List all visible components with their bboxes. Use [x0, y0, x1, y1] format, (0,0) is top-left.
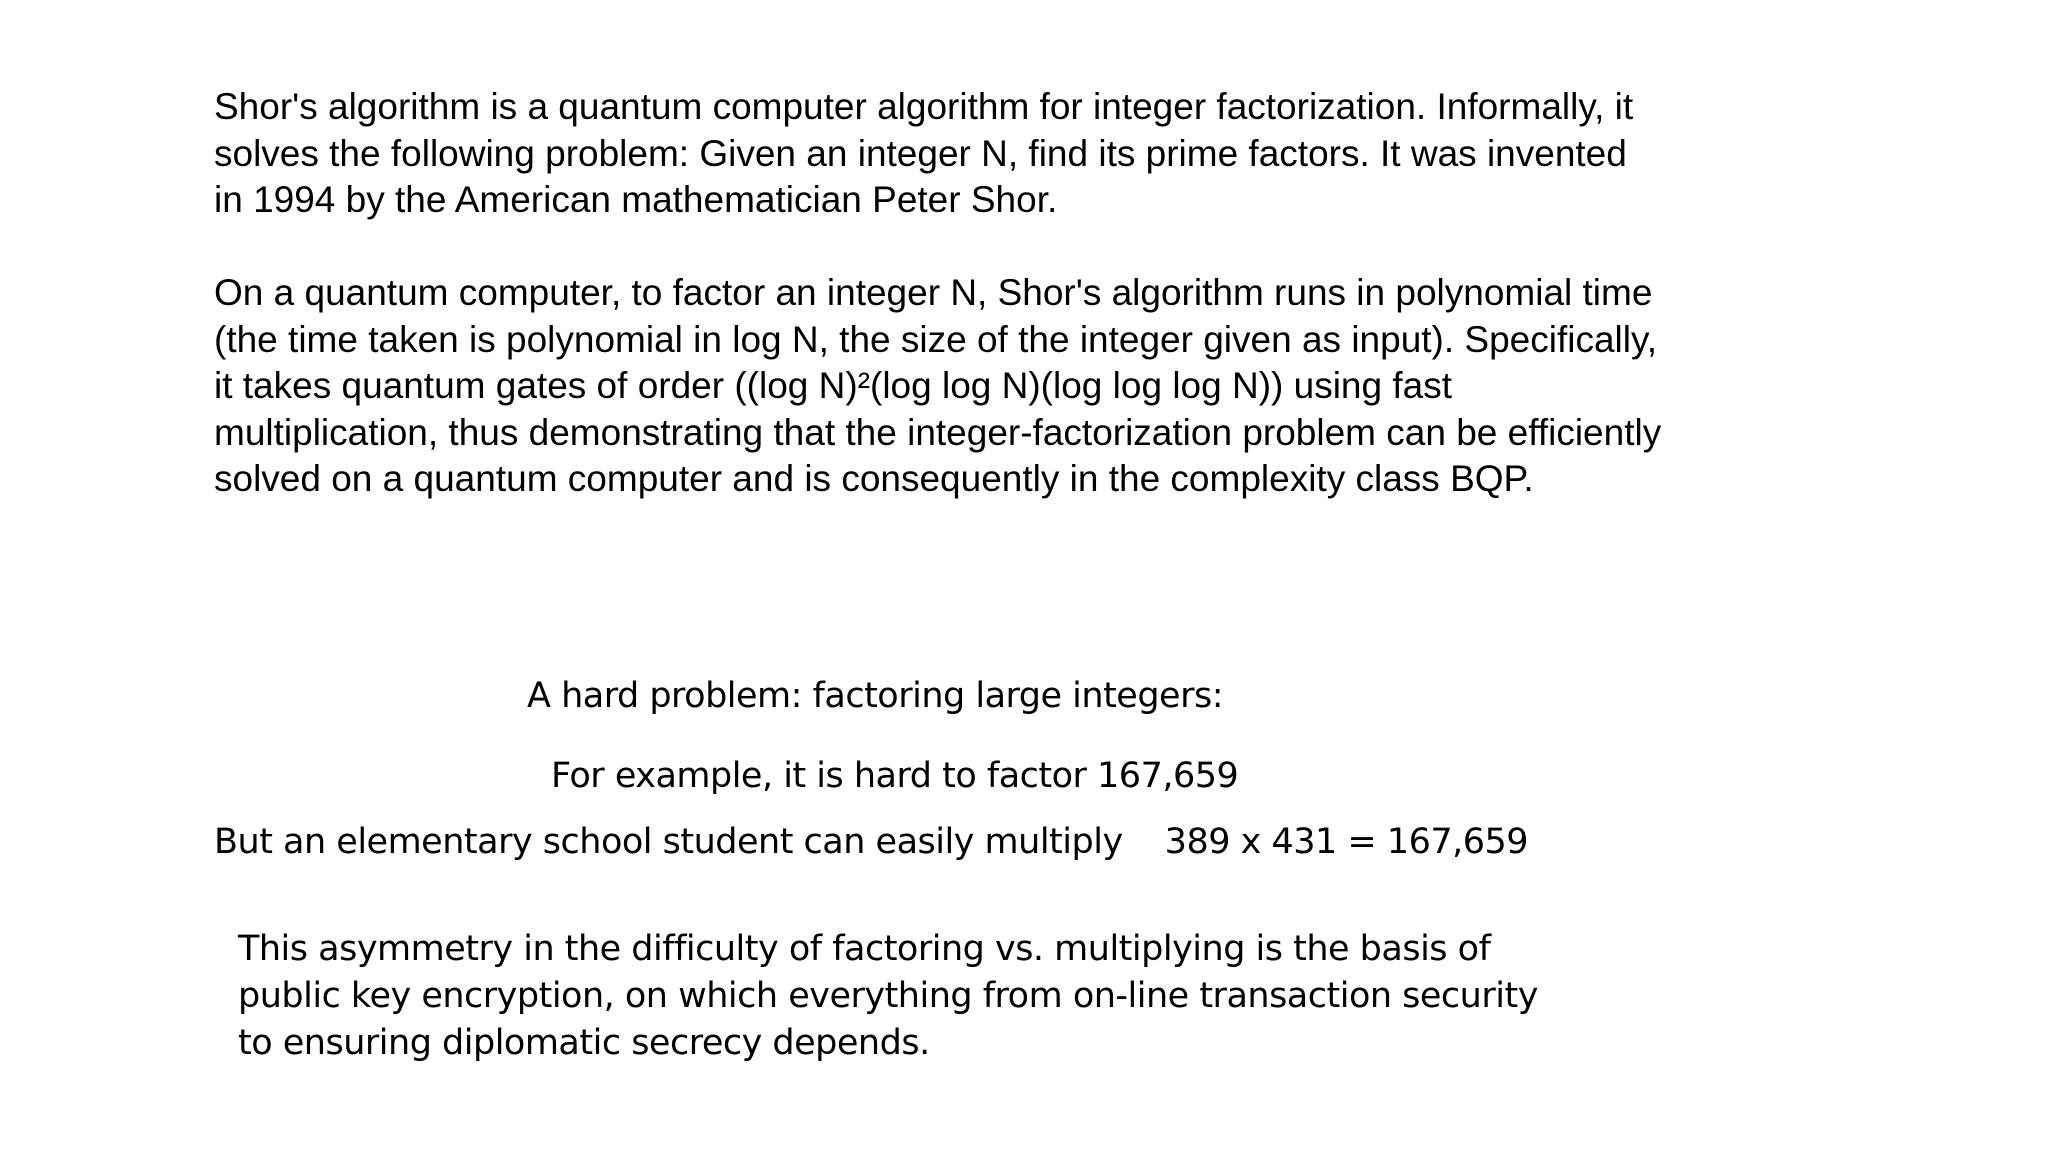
- complexity-line: solved on a quantum computer and is consequently in the complexity class BQP.: [214, 458, 1534, 499]
- complexity-line: (the time taken is polynomial in log N, the size of the integer given as input). Specifically,: [214, 318, 1658, 360]
- intro-line: Shor's algorithm is a quantum computer algorithm for integer factorization. Informally, it: [214, 86, 1634, 127]
- asymmetry-line: This asymmetry in the difficulty of factoring vs. multiplying is the basis of: [238, 929, 1491, 969]
- multiply-statement: [214, 822, 1528, 862]
- complexity-line: multiplication, thus demonstrating that the integer-factorization problem can be efficiently: [214, 411, 1662, 453]
- asymmetry-line: public key encryption, on which everything from on-line transaction security: [238, 976, 1538, 1016]
- asymmetry-paragraph: [238, 926, 1538, 1067]
- multiply-text: But an elementary school student can easily multiply: [214, 822, 1123, 862]
- intro-paragraph: [214, 84, 1633, 224]
- complexity-paragraph: [214, 270, 1661, 503]
- intro-line: solves the following problem: Given an integer N, find its prime factors. It was invented: [214, 132, 1627, 174]
- hard-problem-title: A hard problem: factoring large integers:: [527, 676, 1223, 716]
- multiply-equation: 389 x 431 = 167,659: [1164, 822, 1529, 862]
- complexity-line: On a quantum computer, to factor an integer N, Shor's algorithm runs in polynomial time: [214, 272, 1653, 313]
- factor-example: For example, it is hard to factor 167,659: [551, 756, 1239, 796]
- complexity-line: it takes quantum gates of order ((log N)²(log log N)(log log log N)) using fast: [214, 365, 1452, 406]
- intro-line: in 1994 by the American mathematician Peter Shor.: [214, 179, 1058, 220]
- asymmetry-line: to ensuring diplomatic secrecy depends.: [238, 1023, 930, 1063]
